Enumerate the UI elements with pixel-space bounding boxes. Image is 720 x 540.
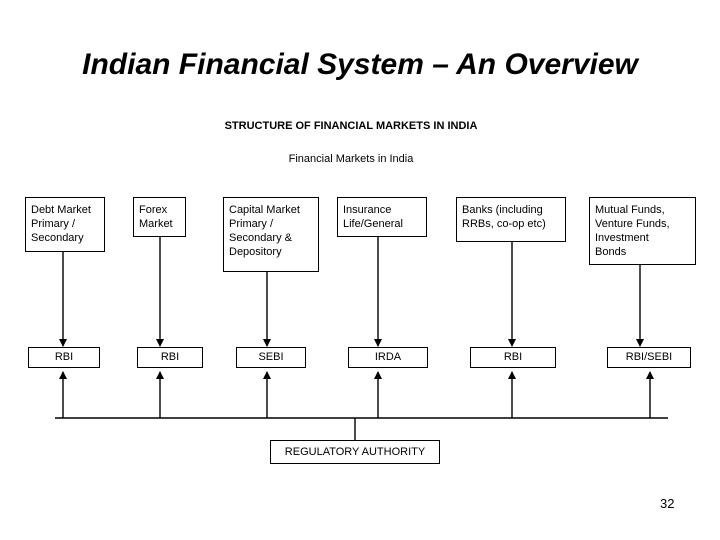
market-box-debt: Debt Market Primary / Secondary <box>25 197 105 252</box>
page-number: 32 <box>660 496 675 511</box>
slide-title: Indian Financial System – An Overview <box>82 48 638 81</box>
market-box-banks: Banks (including RRBs, co-op etc) <box>456 197 566 242</box>
regulator-box-mutual-funds: RBI/SEBI <box>607 347 691 368</box>
market-box-mutual-funds: Mutual Funds, Venture Funds, Investment Bonds <box>589 197 696 265</box>
regulator-box-forex: RBI <box>137 347 203 368</box>
regulator-box-insurance: IRDA <box>348 347 428 368</box>
market-box-capital: Capital Market Primary / Secondary & Depository <box>223 197 319 272</box>
market-box-forex: Forex Market <box>133 197 186 237</box>
regulatory-authority-box: REGULATORY AUTHORITY <box>270 440 440 464</box>
root-node-label: Financial Markets in India <box>288 153 414 165</box>
regulator-box-banks: RBI <box>470 347 556 368</box>
regulator-box-capital: SEBI <box>236 347 306 368</box>
market-box-insurance: Insurance Life/General <box>337 197 427 237</box>
regulator-box-debt: RBI <box>28 347 100 368</box>
diagram-subtitle: STRUCTURE OF FINANCIAL MARKETS IN INDIA <box>224 120 478 132</box>
